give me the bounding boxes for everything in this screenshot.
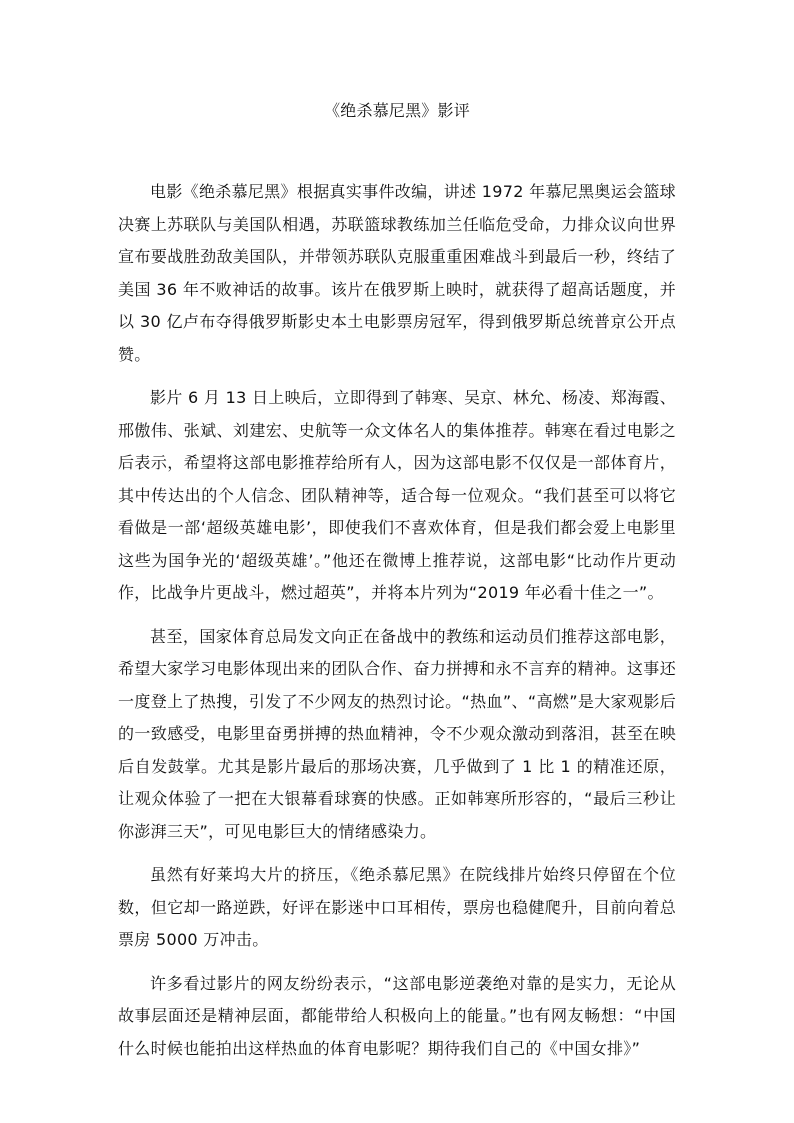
paragraph-3: 甚至，国家体育总局发文向正在备战中的教练和运动员们推荐这部电影，希望大家学习电影体现出来的团队合作、奋力拼搏和永不言弃的精神。这事还一度登上了热搜，引发了不少网友的热烈讨论。“热血”、“高燃”是大家观影后的一致感受，电影里奋勇拼搏的热血精神，令不少观众激动到落泪，甚至在映后自发鼓掌。尤其是影片最后的那场决赛，几乎做到了 1 比 1 的精准还原，让观众体验了一把在大银幕看球赛的快感。正如韩寒所形容的，“最后三秒让你澎湃三天”，可见电影巨大的情绪感染力。 — [118, 626, 676, 841]
paragraph-5: 许多看过影片的网友纷纷表示，“这部电影逆袭绝对靠的是实力，无论从故事层面还是精神层面，都能带给人积极向上的能量。”也有网友畅想：“中国什么时候也能拍出这样热血的体育电影呢？期待我们自己的《中国女排》” — [118, 973, 676, 1058]
paragraph-4: 虽然有好莱坞大片的挤压，《绝杀慕尼黑》在院线排片始终只停留在个位数，但它却一路逆跌，好评在影迷中口耳相传，票房也稳健爬升，目前向着总票房 5000 万冲击。 — [118, 865, 676, 949]
paragraph-1: 电影《绝杀慕尼黑》根据真实事件改编，讲述 1972 年慕尼黑奥运会篮球决赛上苏联队与美国队相遇，苏联篮球教练加兰任临危受命，力排众议向世界宣布要战胜劲敌美国队，并带领苏联队克服重重困难战斗到最后一秒，终结了美国 36 年不败神话的故事。该片在俄罗斯上映时，就获得了超高话题度，并以 30 亿卢布夺得俄罗斯影史本土电影票房冠军，得到俄罗斯总统普京公开点赞。 — [118, 182, 676, 364]
document-body — [118, 176, 676, 1076]
document-title: 《绝杀慕尼黑》影评 — [324, 101, 470, 120]
paragraph-2: 影片 6 月 13 日上映后，立即得到了韩寒、吴京、林允、杨凌、郑海霞、邢傲伟、张斌、刘建宏、史航等一众文体名人的集体推荐。韩寒在看过电影之后表示，希望将这部电影推荐给所有人，因为这部电影不仅仅是一部体育片，其中传达出的个人信念、团队精神等，适合每一位观众。“我们甚至可以将它看做是一部‘超级英雄电影’，即使我们不喜欢体育，但是我们都会爱上电影里这些为国争光的‘超级英雄’。”他还在微博上推荐说，这部电影“比动作片更动作，比战争片更战斗，燃过超英”，并将本片列为“2019 年必看十佳之一”。 — [118, 388, 676, 602]
